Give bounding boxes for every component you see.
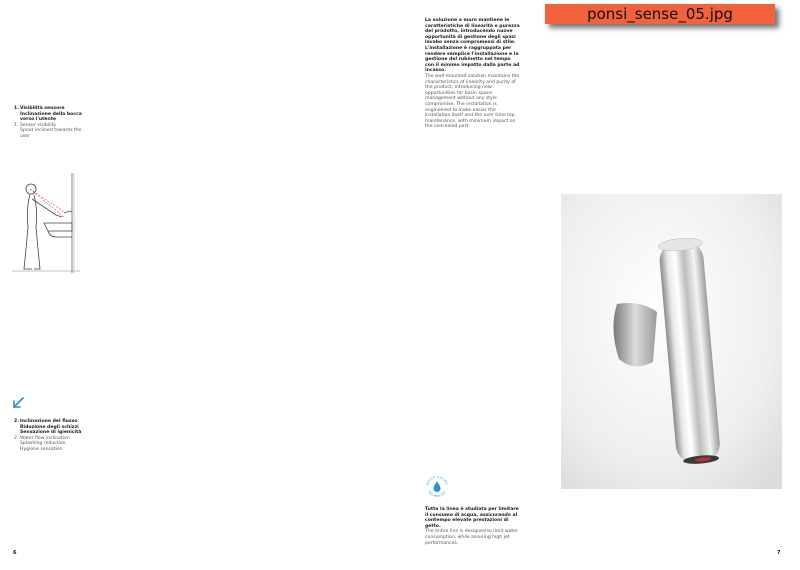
item-number-en: 2. <box>14 435 19 441</box>
item-title-en: Water flow inclination <box>20 435 70 441</box>
item-title-en: Sensor visibility <box>20 122 57 128</box>
faucet-photo <box>561 194 782 489</box>
feature-item-1 <box>14 106 84 140</box>
water-saving-badge-icon <box>424 474 450 500</box>
item-number: 2. <box>14 419 19 424</box>
item-body-en: Spout inclined towards the user <box>20 128 82 139</box>
page-number-right: 7 <box>777 550 781 556</box>
item-body-en: Splashing reduction Hygiene sensation <box>20 441 66 452</box>
item-title-it: Inclinazione del flusso <box>20 419 78 424</box>
badge-top-text: WATER SAVING <box>425 474 449 486</box>
page-number-left: 6 <box>13 550 17 556</box>
filename-label: ponsi_sense_05.jpg <box>587 5 733 23</box>
item-number-en: 1. <box>14 122 19 128</box>
item-body-it: Riduzione degli schizzi Sensazione di igienicità <box>20 424 82 436</box>
intro-text-it: La soluzione a muro mantiene le caratteristiche di linearità e purezza del prodotto, introducendo nuove opportunità di gestione degli spazi lavabo senza compromessi di stile. L'installazione è raggruppata per rendere semplice l'installazione e la gestione del rubinetto nel tempo con il minimo impatto dalla parte ad incasso. <box>425 18 520 74</box>
item-title-it: Visibilità sensore <box>20 106 65 111</box>
user-sketch-illustration <box>4 165 88 285</box>
intro-text <box>425 18 520 130</box>
item-number: 1. <box>14 106 19 111</box>
intro-text-en: The wall-mounted solution maintains the characteristics of linearity and purity of the product, introducing new opportunities for basin space management without any style compromise. The installation is engineered to make easier the installation itself and the over time tap maintenance, with minimum impact on the concealed part. <box>425 73 520 130</box>
bottom-text <box>425 507 520 546</box>
item-body-it: Inclinazione della bocca verso l'utente <box>20 111 82 123</box>
bottom-text-en: The entire line is designed to limit water consumption, while assuring high jet performances. <box>425 529 518 546</box>
feature-item-2 <box>14 419 84 453</box>
badge-bottom-text: TECHNOLOGY <box>427 489 447 499</box>
water-flow-arrow-icon <box>11 396 25 410</box>
bottom-text-it: Tutta la linea è studiata per limitare il consumo di acqua, assicurando al contempo elevate prestazioni di getto. <box>425 507 519 529</box>
